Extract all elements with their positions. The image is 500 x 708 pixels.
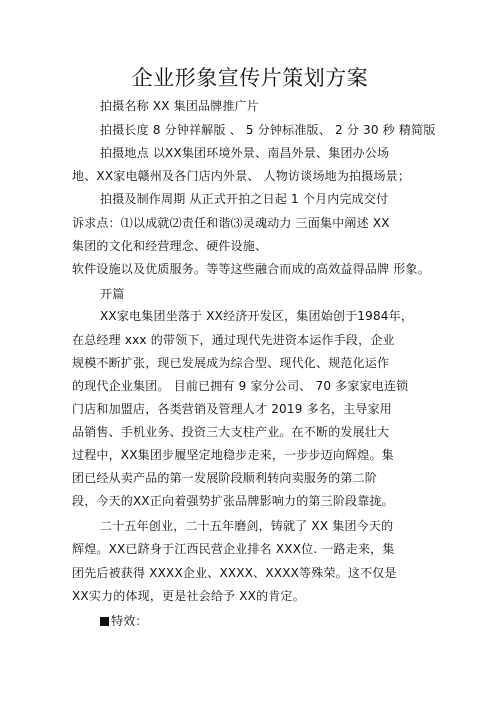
section-heading-opening: 开篇 bbox=[100, 287, 125, 301]
paragraph-1-line-3: 规模不断扩张，现已发展成为综合型、现代化、规范化运作 bbox=[72, 356, 390, 370]
shoot-name-line: 拍摄名称 XX 集团品牌推广片 bbox=[100, 99, 260, 113]
appeal-points-line-cont-2: 软件设施以及优质服务。等等这些融合而成的高效益得品牌 形象。 bbox=[72, 262, 430, 276]
paragraph-2-line-2: 辉煌。XX已跻身于江西民营企业排名 XXX位. 一路走来，集 bbox=[72, 542, 395, 556]
special-effects-label: 特效： bbox=[111, 614, 148, 628]
paragraph-1-line-9: 段，今天的XX正向着强势扩张品牌影响力的第三阶段靠拢。 bbox=[72, 494, 394, 508]
appeal-points-line-cont-1: 集团的文化和经营理念、硬件设施、 bbox=[72, 239, 268, 253]
paragraph-1-line-1: XX家电集团坐落于 XX经济开发区，集团始创于1984年， bbox=[100, 309, 414, 323]
paragraph-2-line-3: 团先后被获得 XXXX企业、XXXX、XXXX等殊荣。这不仅是 bbox=[72, 566, 397, 580]
paragraph-1-line-5: 门店和加盟店，各类营销及管理人才 2019 多名，主导家用 bbox=[72, 402, 392, 416]
shoot-location-line: 拍摄地点 以XX集团环境外景、南昌外景、集团办公场 bbox=[100, 146, 390, 160]
shoot-length-line: 拍摄长度 8 分钟祥解版 、 5 分钟标准版、 2 分 30 秒 精简版 bbox=[100, 123, 436, 137]
paragraph-1-line-6: 品销售、手机业务、投资三大支柱产业。在不断的发展壮大 bbox=[72, 425, 390, 439]
square-bullet-icon bbox=[100, 617, 109, 626]
paragraph-2-line-4: XX实力的体现，更是社会给予 XX的肯定。 bbox=[72, 589, 305, 603]
paragraph-1-line-7: 过程中，XX集团步履坚定地稳步走来，一步步迈向辉煌。集 bbox=[72, 448, 394, 462]
appeal-points-line: 诉求点：⑴以成就⑵责任和谐⑶灵魂动力 三面集中阐述 XX bbox=[72, 216, 390, 230]
production-cycle-line: 拍摄及制作周期 从正式开拍之日起 1 个月内完成交付 bbox=[100, 192, 389, 206]
shoot-location-line-cont: 地、XX家电赣州及各门店内外景、 人物访谈场地为拍摄场景； bbox=[72, 169, 411, 183]
paragraph-1-line-4: 的现代企业集团。 目前已拥有 9 家分公司、 70 多家家电连锁 bbox=[72, 379, 409, 393]
paragraph-1-line-2: 在总经理 xxx 的带领下，通过现代先进资本运作手段，企业 bbox=[72, 333, 395, 347]
paragraph-1-line-8: 团已经从卖产品的第一发展阶段顺利转向卖服务的第二阶 bbox=[72, 471, 378, 485]
paragraph-2-line-1: 二十五年创业，二十五年磨剑，铸就了 XX 集团今天的 bbox=[100, 519, 394, 533]
special-effects-heading bbox=[100, 613, 148, 629]
document-title: 企业形象宣传片策划方案 bbox=[131, 66, 369, 90]
